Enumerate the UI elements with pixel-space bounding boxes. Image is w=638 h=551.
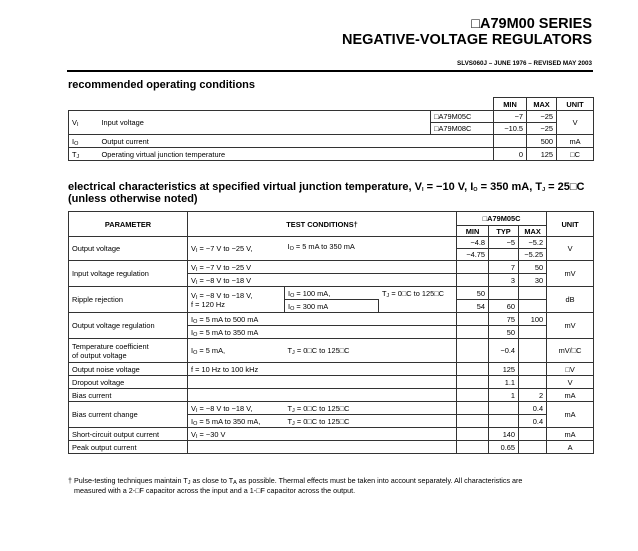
table-row: $T_J$ Operating virtual junction temperature 0 125 □C [69,148,594,161]
header-rule [67,70,593,72]
table-row: $V_I$ Input voltage □A79M05C −7 −25 V [69,111,594,123]
footnote: † Pulse-testing techniques maintain $T_J$ as close to $T_A$ as possible. Thermal effects must be taken into account separately. All characteristics are measured with a 2-□F capacitor across the input and a 1-□F capacitor across the output. [68,476,523,495]
col-parameter: PARAMETER [69,212,188,237]
col-unit: UNIT [547,212,594,237]
roc-col-max: MAX [527,98,557,111]
col-device: □A79M05C [457,212,547,226]
table-row: Input voltage regulation $V_I = -7$ V to −25 V 7 50 mV [69,261,594,274]
table-row: $I_O = 5$ mA to 350 mA, $T_J$ = 0□C to 125□C 0.4 [69,415,594,428]
roc-col-unit: UNIT [557,98,594,111]
roc-heading: recommended operating conditions [68,79,256,91]
ec-table: PARAMETER TEST CONDITIONS† □A79M05C UNIT MIN TYP MAX Output voltage $V_I = -7$ V to −25 V, $I_O = 5$ mA to 350 mA −4.8 −5 −5.2 V −4.75 −5.25 Input voltage regulation $V_I = -7$ V to −25 V 7 50 mV $V_I = -8$ V to −18 V 3 30 Ripple rejection $V_I = -8$ V to −18 V, f = 120 Hz $I_O = 100$ mA, $T_J$ = 0□C to 125□C 50 dB $I_O = 300$ mA 54 60 Output voltage regulation $I_O = 5$ mA to 500 mA 75 100 mV $I_O = 5$ mA to 350 mA 50 Temperature coefficient of output voltage $I_O = 5$ mA, $T_J$ = 0□C to 125□C −0.4 mV/□C Output noise voltage f = 10 Hz to 100 kHz 125 □V Dropout voltage 1.1 V Bias current 1 2 mA Bias current change $V_I = -8$ V to −18 V, $T_J$ = 0□C to 125□C 0.4 mA $I_O = 5$ mA to 350 mA, $T_J$ = 0□C to 125□C 0.4 Short-circuit output current $V_I = -30$ V 140 mA Peak output current 0.65 A [68,211,594,454]
table-row: Ripple rejection $V_I = -8$ V to −18 V, f = 120 Hz $I_O = 100$ mA, $T_J$ = 0□C to 125□C 50 dB [69,287,594,300]
table-row: Output noise voltage f = 10 Hz to 100 kHz 125 □V [69,363,594,376]
doc-reference: SLVS060J – JUNE 1976 – REVISED MAY 2003 [457,60,592,67]
table-row: $I_O = 5$ mA to 350 mA 50 [69,326,594,339]
title-line-1: □A79M00 SERIES [471,16,592,32]
table-row: □A79M08C −10.5 −25 [69,123,594,135]
document-title [342,16,592,48]
table-row: Peak output current 0.65 A [69,441,594,454]
col-test-conditions: TEST CONDITIONS† [188,212,457,237]
roc-table [68,97,594,161]
table-row: Short-circuit output current $V_I = -30$ V 140 mA [69,428,594,441]
ec-heading: electrical characteristics at specified virtual junction temperature, $V_I = -10$ V, $I_O = 350$ mA, $T_J$ = 25□C (unless otherwise noted) [68,181,585,205]
ec-header-row [69,212,594,226]
table-row: $I_O$ Output current 500 mA [69,135,594,148]
table-row: −4.75 −5.25 [69,249,594,261]
title-line-2: NEGATIVE-VOLTAGE REGULATORS [342,32,592,48]
roc-col-min: MIN [494,98,527,111]
table-row: $V_I = -8$ V to −18 V 3 30 [69,274,594,287]
table-row: Dropout voltage 1.1 V [69,376,594,389]
table-row: Bias current 1 2 mA [69,389,594,402]
table-row: Output voltage $V_I = -7$ V to −25 V, $I_O = 5$ mA to 350 mA −4.8 −5 −5.2 V [69,237,594,249]
table-row: Temperature coefficient of output voltage $I_O = 5$ mA, $T_J$ = 0□C to 125□C −0.4 mV/□C [69,339,594,363]
roc-header-row [69,98,594,111]
table-row: $I_O = 300$ mA 54 60 [69,300,594,313]
table-row: Output voltage regulation $I_O = 5$ mA to 500 mA 75 100 mV [69,313,594,326]
table-row: Bias current change $V_I = -8$ V to −18 V, $T_J$ = 0□C to 125□C 0.4 mA [69,402,594,415]
param-input-voltage: Input voltage [99,111,431,135]
